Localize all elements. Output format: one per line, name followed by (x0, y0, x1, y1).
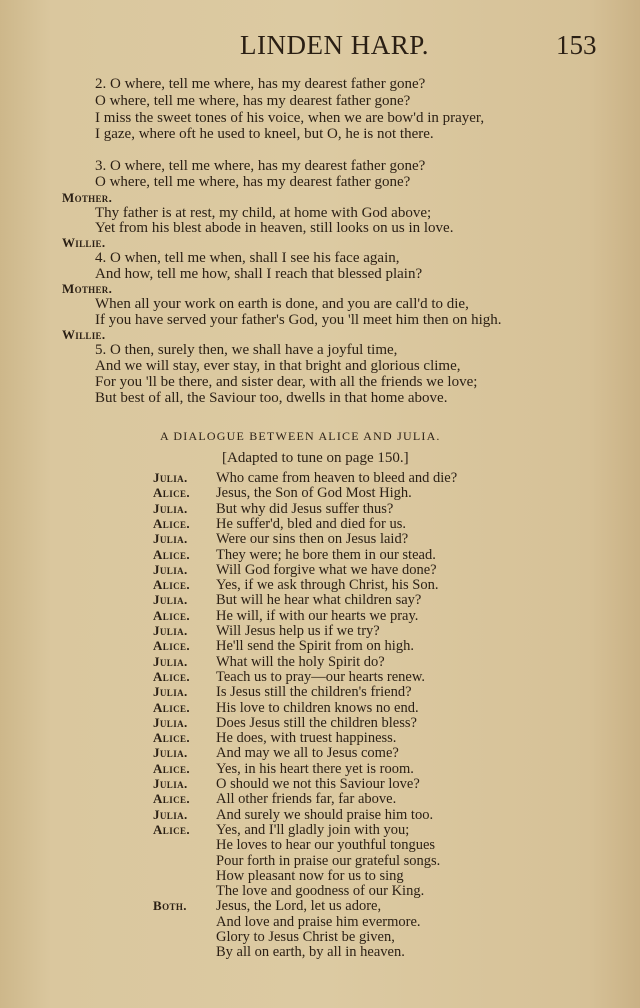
dialogue-row (0, 700, 640, 715)
dialogue-line: Teach us to pray—our hearts renew. (216, 668, 426, 685)
verse-line: Yet from his blest abode in heaven, still looks on us in love. (95, 220, 454, 236)
dialogue-row (0, 608, 640, 623)
speaker-name: Julia. (153, 745, 188, 761)
verse-line: When all your work on earth is done, and you are call'd to die, (95, 296, 469, 312)
page-number: 153 (556, 30, 597, 60)
dialogue-row (0, 684, 640, 699)
dialogue-line: He suffer'd, bled and died for us. (216, 515, 406, 532)
dialogue-row (0, 929, 640, 944)
verse-line: O where, tell me where, has my dearest father gone? (95, 174, 411, 190)
speaker-name: Julia. (153, 470, 188, 485)
dialogue-line: Were our sins then on Jesus laid? (216, 531, 409, 548)
dialogue-line: And surely we should praise him too. (216, 806, 434, 823)
dialogue-row (0, 654, 640, 669)
dialogue-subtitle: [Adapted to tune on page 150.] (222, 450, 409, 466)
dialogue-line: He'll send the Spirit from on high. (216, 638, 414, 655)
verse-line: I gaze, where oft he used to kneel, but O, he is not there. (95, 126, 434, 142)
speaker-name: Julia. (153, 531, 188, 547)
speaker-name: Julia. (153, 561, 188, 577)
dialogue-line: Pour forth in praise our grateful songs. (216, 852, 441, 869)
dialogue-line: And love and praise him evermore. (216, 913, 421, 930)
speaker-label: Mother. (62, 281, 113, 296)
speaker-label: Mother. (62, 190, 113, 205)
speaker-name: Alice. (153, 730, 191, 746)
dialogue-line: How pleasant now for us to sing (216, 867, 404, 884)
dialogue-line: By all on earth, by all in heaven. (216, 944, 405, 961)
speaker-name: Julia. (153, 592, 188, 608)
dialogue-row (0, 807, 640, 822)
speaker-label: Willie. (62, 235, 106, 250)
verse-line: And how, tell me how, shall I reach that blessed plain? (95, 266, 423, 282)
speaker-name: Both. (153, 898, 187, 914)
dialogue-line: And may we all to Jesus come? (216, 745, 399, 762)
speaker-name: Alice. (153, 668, 191, 684)
verse-line: 5. O then, surely then, we shall have a joyful time, (95, 342, 398, 358)
speaker-name: Alice. (153, 638, 191, 654)
speaker-name: Alice. (153, 760, 191, 776)
dialogue-line: Will Jesus help us if we try? (216, 623, 380, 639)
dialogue-row (0, 837, 640, 852)
verse-line: For you 'll be there, and sister dear, with all the friends we love; (95, 374, 478, 390)
dialogue-line: But why did Jesus suffer thus? (216, 500, 394, 517)
dialogue-title: A DIALOGUE BETWEEN ALICE AND JULIA. (160, 429, 441, 443)
verse-line: And we will stay, ever stay, in that bright and glorious clime, (95, 358, 461, 374)
dialogue-row (0, 715, 640, 730)
dialogue-row (0, 638, 640, 653)
speaker-name: Julia. (153, 714, 188, 730)
running-title: LINDEN HARP. (240, 30, 430, 60)
speaker-name: Julia. (153, 806, 188, 822)
dialogue-row (0, 531, 640, 546)
speaker-name: Alice. (153, 699, 191, 715)
dialogue-row (0, 592, 640, 607)
dialogue-row (0, 914, 640, 929)
dialogue-line: His love to children knows no end. (216, 699, 419, 716)
dialogue-row (0, 944, 640, 959)
dialogue-line: They were; he bore them in our stead. (216, 546, 436, 563)
dialogue-line: Yes, and I'll gladly join with you; (216, 821, 410, 838)
dialogue-row (0, 470, 640, 485)
dialogue-row (0, 485, 640, 500)
verse-line: Thy father is at rest, my child, at home with God above; (95, 205, 432, 221)
dialogue-row (0, 730, 640, 745)
speaker-name: Alice. (153, 791, 191, 807)
verse-line: 2. O where, tell me where, has my dearest father gone? (95, 76, 426, 92)
speaker-name: Julia. (153, 653, 188, 669)
dialogue-line: He loves to hear our youthful tongues (216, 837, 436, 854)
dialogue-row (0, 776, 640, 791)
speaker-name: Julia. (153, 623, 188, 638)
verse-line: If you have served your father's God, you 'll meet him then on high. (95, 312, 502, 328)
speaker-label: Willie. (62, 327, 106, 342)
dialogue-line: Does Jesus still the children bless? (216, 714, 417, 731)
dialogue-line: He will, if with our hearts we pray. (216, 607, 419, 624)
dialogue-line: Jesus, the Lord, let us adore, (216, 898, 382, 915)
dialogue-line: Jesus, the Son of God Most High. (216, 485, 412, 502)
dialogue-row (0, 577, 640, 592)
speaker-name: Alice. (153, 607, 191, 623)
speaker-name: Alice. (153, 821, 191, 837)
dialogue-row (0, 562, 640, 577)
page-header (0, 26, 640, 66)
dialogue-row (0, 868, 640, 883)
speaker-name: Alice. (153, 577, 191, 593)
dialogue-line: All other friends far, far above. (216, 791, 397, 808)
dialogue-row (0, 516, 640, 531)
speaker-name: Alice. (153, 485, 191, 501)
dialogue-row (0, 745, 640, 760)
dialogue-row (0, 669, 640, 684)
dialogue-row (0, 761, 640, 776)
verse-line: But best of all, the Saviour too, dwells in that home above. (95, 390, 448, 406)
verse-line: 4. O when, tell me when, shall I see his face again, (95, 250, 400, 266)
dialogue-row (0, 501, 640, 516)
dialogue-line: The love and goodness of our King. (216, 883, 425, 900)
dialogue-line: Yes, if we ask through Christ, his Son. (216, 577, 439, 594)
dialogue-line: Yes, in his heart there yet is room. (216, 760, 414, 777)
dialogue-row (0, 898, 640, 913)
dialogue-line: Glory to Jesus Christ be given, (216, 929, 395, 945)
speaker-name: Julia. (153, 684, 188, 700)
dialogue-row (0, 623, 640, 638)
dialogue-row (0, 883, 640, 898)
speaker-name: Julia. (153, 776, 188, 791)
dialogue-line: Who came from heaven to bleed and die? (216, 470, 458, 486)
dialogue-row (0, 547, 640, 562)
speaker-name: Julia. (153, 500, 188, 516)
dialogue-row (0, 791, 640, 806)
dialogue-line: He does, with truest happiness. (216, 730, 397, 747)
dialogue-line: What will the holy Spirit do? (216, 653, 385, 670)
dialogue-row (0, 822, 640, 837)
dialogue-line: Will God forgive what we have done? (216, 561, 437, 578)
verse-line: O where, tell me where, has my dearest father gone? (95, 93, 411, 109)
dialogue-row (0, 853, 640, 868)
dialogue-line: O should we not this Saviour love? (216, 776, 420, 792)
dialogue-line: But will he hear what children say? (216, 592, 422, 609)
dialogue-line: Is Jesus still the children's friend? (216, 684, 412, 701)
speaker-name: Alice. (153, 515, 191, 531)
speaker-name: Alice. (153, 546, 191, 562)
verse-line: 3. O where, tell me where, has my dearest father gone? (95, 158, 426, 174)
verse-line: I miss the sweet tones of his voice, when we are bow'd in prayer, (95, 110, 485, 126)
